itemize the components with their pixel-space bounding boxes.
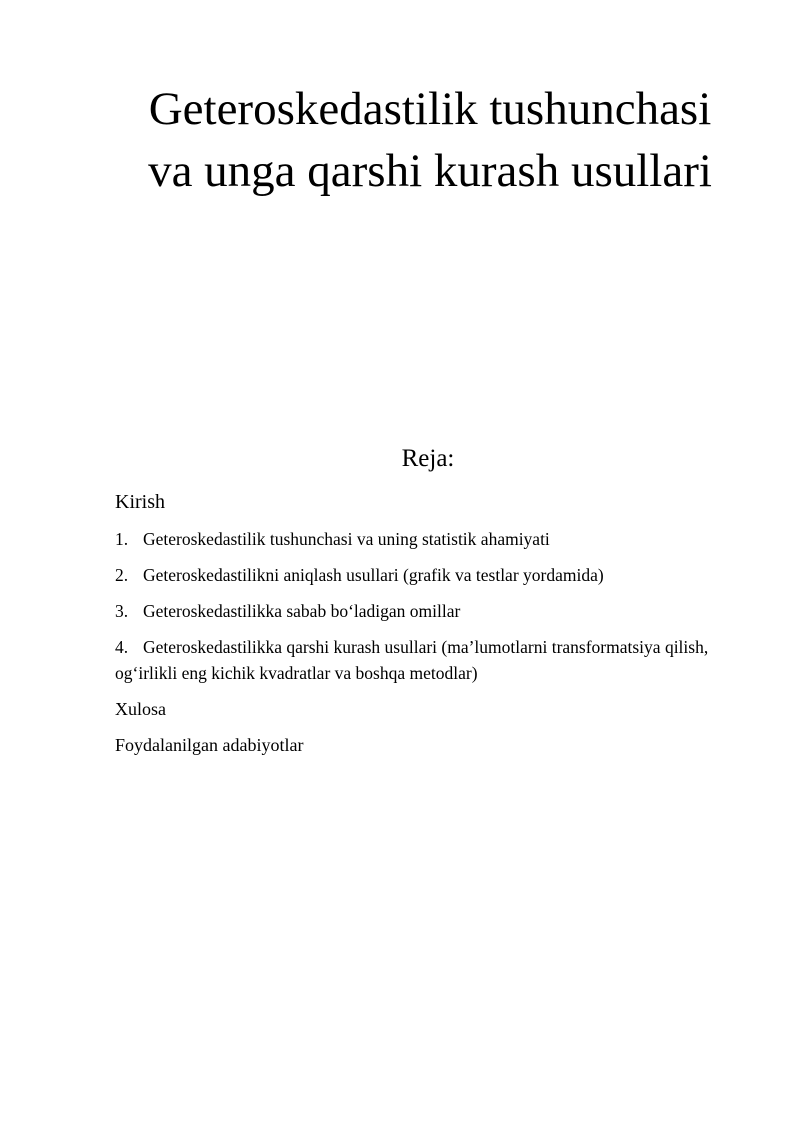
plan-item-text: Geteroskedastilikka sabab bo‘ladigan omillar xyxy=(143,601,461,621)
plan-item-3 xyxy=(115,598,715,624)
plan-item-text: Geteroskedastilikni aniqlash usullari (grafik va testlar yordamida) xyxy=(143,565,604,585)
plan-item-2 xyxy=(115,562,715,588)
plan-item-text: Geteroskedastilikka qarshi kurash usullari (ma’lumotlarni transformatsiya qilish, og‘irlikli eng kichik kvadratlar va boshqa metodlar) xyxy=(115,637,709,683)
plan-intro: Kirish xyxy=(115,491,165,513)
plan-item-number: 1. xyxy=(115,529,129,549)
plan-item-number: 2. xyxy=(115,565,129,585)
plan-item-text: Geteroskedastilik tushunchasi va uning statistik ahamiyati xyxy=(143,529,550,549)
plan-item-number: 3. xyxy=(115,601,129,621)
title-line-2: va unga qarshi kurash usullari xyxy=(148,145,712,197)
plan-item-1 xyxy=(115,526,715,552)
document-title xyxy=(120,78,740,202)
plan-references: Foydalanilgan adabiyotlar xyxy=(115,735,304,755)
plan-heading: Reja: xyxy=(401,445,455,472)
plan-item-number: 4. xyxy=(115,637,129,657)
plan-list xyxy=(115,526,715,686)
plan-item-4 xyxy=(115,634,715,686)
title-line-1: Geteroskedastilik tushunchasi xyxy=(148,83,712,135)
plan-conclusion: Xulosa xyxy=(115,699,166,719)
plan-section xyxy=(115,488,715,758)
